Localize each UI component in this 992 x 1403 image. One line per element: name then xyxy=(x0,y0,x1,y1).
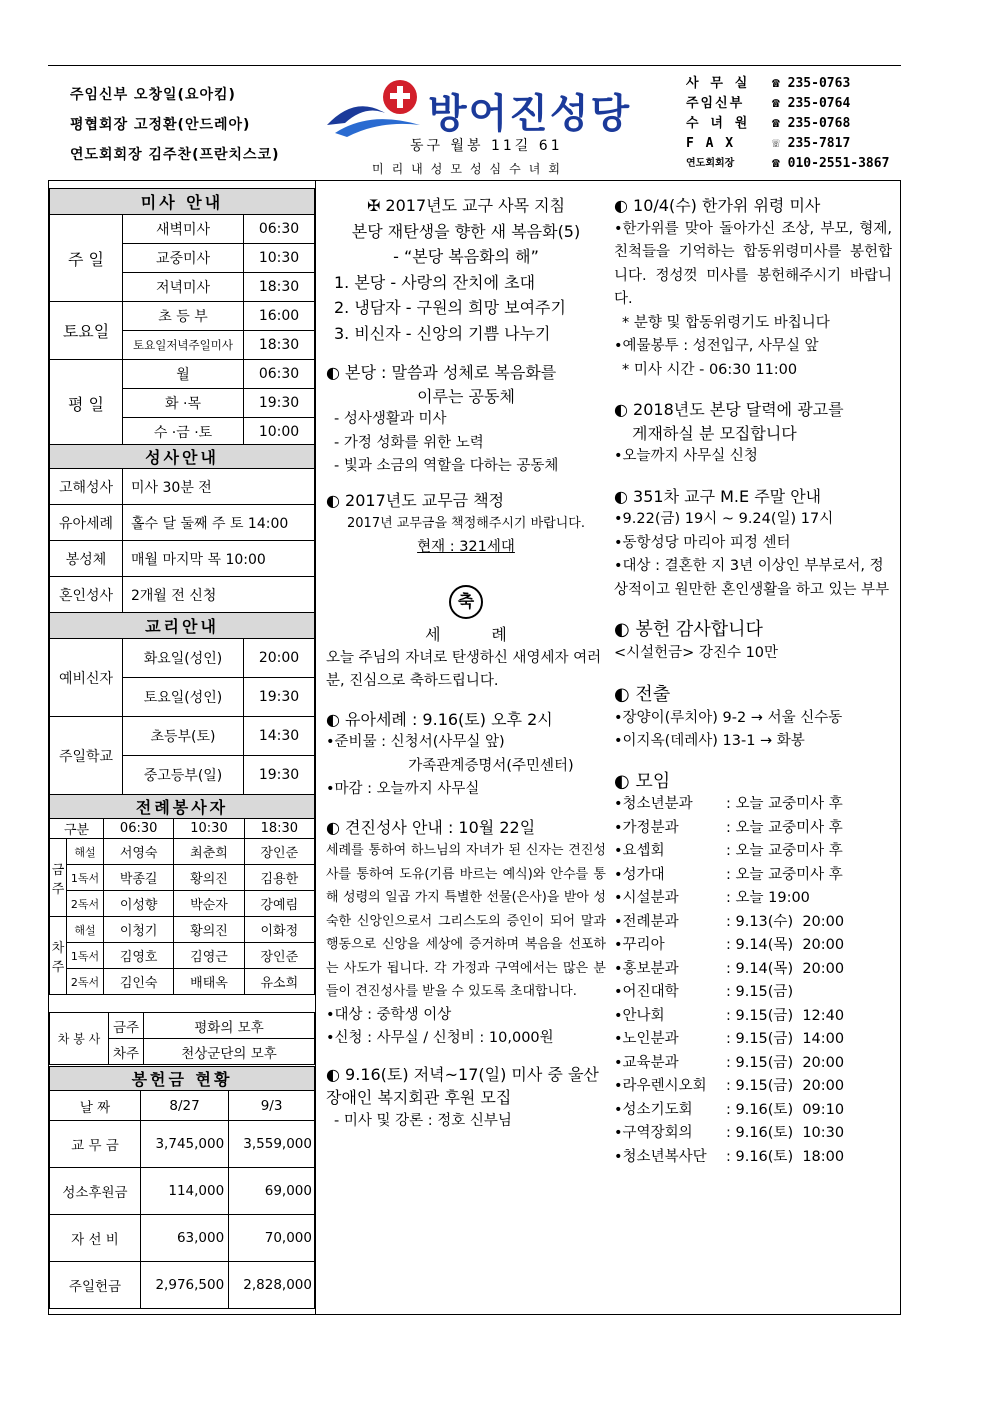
confirmation-item: •대상 : 중학생 이상 xyxy=(326,1006,452,1023)
meeting-list xyxy=(614,793,892,1169)
me-item: •대상 : 결혼한 지 3년 이상인 부부로서, 정상적이고 원만한 혼인생활을 하고 있는 부부 xyxy=(614,558,890,598)
infant-item: 가족관계증명서(주민센터) xyxy=(408,757,574,774)
mass-table: 미사 안내 주 일 새벽미사 06:30 교중미사 10:30 저녁미사 18:30 토요일 초 등 부 16:00 토요일저녁주일미사 18:30 평 일 월 06:30 화 ·목 19:30 수 ·금 ·토 10:00 xyxy=(49,188,315,447)
contact-row: 주임신부 ☎ 235-0764 xyxy=(686,96,851,111)
contact-list xyxy=(686,74,889,174)
policy-item: 1. 본당 - 사랑의 잔치에 초대 xyxy=(334,272,536,292)
infant-baptism-title: ◐ 유아세례 : 9.16(토) 오후 2시 xyxy=(326,709,553,729)
meeting-row xyxy=(614,911,892,935)
confirmation-item: •신청 : 사무실 / 신청비 : 10,000원 xyxy=(326,1030,554,1046)
confirmation-text: 세례를 통하여 하느님의 자녀가 된 신자는 견진성사를 통하여 도유(기름 바르는 예식)와 안수를 통해 성령의 일곱 가지 특별한 선물(은사)을 받아 성숙한 신앙인으로서 그리스도의 증인이 되어 말과 행동으로 신앙을 세상에 증거하며 복음을 선포하는 사도가 됩니다. 각 가정과 구역에서는 많은 분들이 견진성사를 받을 수 있도록 초대합니다. xyxy=(326,843,606,999)
meeting-time: : 오늘 교중미사 후 xyxy=(726,866,843,883)
meeting-time: : 9.13(수) 20:00 xyxy=(726,913,845,930)
meeting-time: : 9.16(토) 10:30 xyxy=(726,1125,845,1141)
parish-motto: 미리내성모성심수녀회 xyxy=(372,162,568,176)
transfer-item: •이지옥(데레사) 13-1 → 화봉 xyxy=(614,733,805,749)
meeting-time: : 오늘 교중미사 후 xyxy=(726,819,843,836)
chuseok-item: * 미사 시간 - 06:30 11:00 xyxy=(622,361,798,378)
transfer-item: •장양이(루치아) 9-2 → 서울 신수동 xyxy=(614,709,843,726)
side-divider xyxy=(315,180,316,1315)
meeting-row xyxy=(614,981,892,1005)
meeting-time: : 9.15(금) 20:00 xyxy=(726,1054,845,1071)
me-item: •동항성당 마리아 피정 센터 xyxy=(614,534,791,551)
chuseok-title: ◐ 10/4(수) 한가위 위령 미사 xyxy=(614,196,821,215)
calendar-item: •오늘까지 사무실 신청 xyxy=(614,448,758,464)
meeting-name: •성가대 xyxy=(614,866,665,883)
meeting-name: •꾸리아 xyxy=(614,937,665,953)
staff-list xyxy=(70,80,279,170)
meeting-time: : 9.15(금) 14:00 xyxy=(726,1031,845,1047)
tithe-status: 현재 : 321세대 xyxy=(417,538,515,555)
meeting-time: : 9.16(토) 18:00 xyxy=(726,1148,845,1165)
meeting-row xyxy=(614,1122,892,1146)
me-item: •9.22(금) 19시 ~ 9.24(일) 17시 xyxy=(614,511,834,527)
meeting-name: •홍보분과 xyxy=(614,960,679,977)
congrats-badge-icon: 축 xyxy=(449,585,483,619)
meeting-time: : 오늘 교중미사 후 xyxy=(726,843,843,859)
offering-table: 봉헌금 현황 날 짜 8/27 9/3 교 무 금 3,745,000 3,559,000 성소후원금 114,000 69,000 자 선 비 63,000 70,000 주일헌금 2,976,500 2,828,000 xyxy=(49,1066,315,1309)
meeting-row xyxy=(614,1146,892,1170)
middle-column: ✠ 2017년도 교구 사목 지침 본당 재탄생을 향한 새 복음화(5) - “본당 복음화의 해” 1. 본당 - 사랑의 잔치에 초대 2. 냉담자 - 구원의 희망 보여주기 3. 비신자 - 신앙의 기쁨 나누기 ◐ 본당 : 말씀과 성체로 복음화를 이루는 공동체 - 성사생활과 미사 - 가정 성화를 위한 노력 - 빛과 소금의 역할을 다하는 공동체 ◐ 2017년도 교무금 책정 2017년 교무금을 책정해주시기 바랍니다. 현재 : 321세대 축 세 례 오늘 주님의 자녀로 탄생하신 새영세자 여러분, 진심으로 축하드립니다. ◐ 유아세례 : 9.16(토) 오후 2시 •준비물 : 신청서(사무실 앞) 가족관계증명서(주민센터) •마감 : 오늘까지 사무실 ◐ 견진성사 안내 : 10월 22일 세례를 통하여 하느님의 자녀가 된 신자는 견진성사를 통하여 도유(기름 바르는 예식)와 안수를 통해 성령의 일곱 가지 특별한 선물(은사)을 받아 성숙한 신앙인으로서 그리스도의 증인이 되어 말과 행동으로 신앙을 세상에 증거하며 복음을 선포하는 사도가 됩니다. 각 가정과 구역에서는 많은 분들이 견진성사를 받을 수 있도록 초대합니다. •대상 : 중학생 이상 •신청 : 사무실 / 신청비 : 10,000원 ◐ 9.16(토) 저녁~17(일) 미사 중 울산 장애인 복지회관 후원 모집 - 미사 및 강론 : 정호 신부님 xyxy=(326,194,606,1133)
thanks-title: ◐ 봉헌 감사합니다 xyxy=(614,619,763,640)
meeting-name: •가정분과 xyxy=(614,819,679,836)
policy-subtitle: 본당 재탄생을 향한 새 복음화(5) xyxy=(351,221,581,241)
meeting-time: : 오늘 교중미사 후 xyxy=(726,796,843,812)
policy-title: ✠ 2017년도 교구 사목 지침 xyxy=(366,196,566,215)
parish-address: 동구 월봉 11길 61 xyxy=(410,138,563,154)
parish-community-item: - 빛과 소금의 역할을 다하는 공동체 xyxy=(334,458,559,474)
meeting-name: •어진대학 xyxy=(614,984,679,1000)
me-title: ◐ 351차 교구 M.E 주말 안내 xyxy=(614,486,822,506)
meeting-row xyxy=(614,1052,892,1076)
mass-title: 미사 안내 xyxy=(50,189,315,215)
meeting-row xyxy=(614,934,892,958)
contact-row: 수 녀 원 ☎ 235-0768 xyxy=(686,116,851,131)
welfare-item: - 미사 및 강론 : 정호 신부님 xyxy=(334,1112,512,1129)
contact-row: 사 무 실 ☎ 235-0763 xyxy=(686,76,851,91)
policy-year: - “본당 복음화의 해” xyxy=(393,247,539,266)
meeting-row xyxy=(614,1028,892,1052)
meeting-time: : 9.16(토) 09:10 xyxy=(726,1101,845,1118)
parish-community-item: - 가정 성화를 위한 노력 xyxy=(334,434,484,451)
meeting-name: •청소년복사단 xyxy=(614,1148,707,1165)
tithe-text: 2017년 교무금을 책정해주시기 바랍니다. xyxy=(347,516,585,531)
chuseok-item: •예물봉투 : 성전입구, 사무실 앞 xyxy=(614,338,819,354)
parish-title: 방어진성당 xyxy=(428,91,632,137)
policy-item: 2. 냉담자 - 구원의 희망 보여주기 xyxy=(334,298,566,317)
staff-council-president: 평협회장 고정환(안드레아) xyxy=(70,117,251,133)
liturgy-title: 전례봉사자 xyxy=(50,795,315,819)
parish-community-item: - 성사생활과 미사 xyxy=(334,411,447,427)
staff-yeondo-president: 연도회회장 김주찬(프란치스코) xyxy=(70,147,280,163)
transfer-title: ◐ 전출 xyxy=(614,684,671,705)
meeting-row xyxy=(614,817,892,841)
contact-row: 연도회회장 ☎ 010-2551-3867 xyxy=(686,156,890,171)
meeting-name: •시설분과 xyxy=(614,890,679,906)
parish-community-title: ◐ 본당 : 말씀과 성체로 복음화를 xyxy=(326,363,557,382)
infant-item: •마감 : 오늘까지 사무실 xyxy=(326,781,480,797)
meeting-name: •교육분과 xyxy=(614,1054,679,1071)
infant-item: •준비물 : 신청서(사무실 앞) xyxy=(326,734,505,750)
doctrine-table: 교리안내 예비신자 화요일(성인) 20:00 토요일(성인) 19:30 주일학교 초등부(토) 14:30 중고등부(일) 19:30 xyxy=(49,612,315,795)
right-column: ◐ 10/4(수) 한가위 위령 미사 •한가위를 맞아 돌아가신 조상, 부모, 형제, 친척들을 기억하는 합동위령미사를 봉헌합니다. 정성껏 미사를 봉헌해주시기 바랍니다. * 분향 및 합동위령기도 바칩니다 •예물봉투 : 성전입구, 사무실 앞 * 미사 시간 - 06:30 11:00 ◐ 2018년도 본당 달력에 광고를 게재하실 분 모집합니다 •오늘까지 사무실 신청 ◐ 351차 교구 M.E 주말 안내 •9.22(금) 19시 ~ 9.24(일) 17시 •동항성당 마리아 피정 센터 •대상 : 결혼한 지 3년 이상인 부부로서, 정상적이고 원만한 혼인생활을 하고 있는 부부 ◐ 봉헌 감사합니다 <시설헌금> 강진수 10만 ◐ 전출 •장양이(루치아) 9-2 → 서울 신수동 •이지옥(데레사) 13-1 → 화봉 ◐ 모임 •청소년분과 : 오늘 교중미사 후 •가정분과 : 오늘 교중미사 후 •요셉회 : 오늘 교중미사 후 •성가대 : 오늘 교중미사 후 •시설분과 : 오늘 19:00 •전례분과 : 9.13(수) 20:00 •꾸리아 : 9.14(목) 20:00 •홍보분과 : 9.14(목) 20:00 •어진대학 : 9.15(금) •안나회 : 9.15(금) 12:40 •노인분과 : 9.15(금) 14:00 •교육분과 : 9.15(금) 20:00 •라우렌시오회 : 9.15(금) 20:00 •성소기도회 : 9.16(토) 09:10 •구역장회의 : 9.16(토) 10:30 •청소년복사단 : 9.16(토) 18:00 xyxy=(614,194,892,1169)
meeting-time: : 9.14(목) 20:00 xyxy=(726,937,845,953)
meeting-row xyxy=(614,1075,892,1099)
meeting-row xyxy=(614,840,892,864)
doctrine-title: 교리안내 xyxy=(50,613,315,639)
staff-pastor: 주임신부 오창일(요아킴) xyxy=(70,87,236,103)
contact-row: F A X ☏ 235-7817 xyxy=(686,136,851,151)
meeting-name: •노인분과 xyxy=(614,1031,679,1047)
thanks-item: <시설헌금> 강진수 10만 xyxy=(614,644,779,661)
car-service-table: 차 봉 사 금주 평화의 모후 차주 천상군단의 모후 xyxy=(49,1012,315,1065)
welfare-title: ◐ 9.16(토) 저녁~17(일) 미사 중 울산 장애인 복지회관 후원 모집 xyxy=(326,1064,599,1107)
baptism-text: 오늘 주님의 자녀로 탄생하신 새영세자 여러분, 진심으로 축하드립니다. xyxy=(326,649,602,689)
header-top-rule xyxy=(48,65,901,66)
meeting-row xyxy=(614,958,892,982)
meeting-row xyxy=(614,1005,892,1029)
meeting-time: : 9.15(금) 20:00 xyxy=(726,1078,845,1094)
baptism-title: 세 례 xyxy=(425,625,507,644)
tithe-title: ◐ 2017년도 교무금 책정 xyxy=(326,490,505,510)
meeting-name: •청소년분과 xyxy=(614,796,693,812)
meeting-time: : 9.14(목) 20:00 xyxy=(726,960,845,977)
meeting-row xyxy=(614,793,892,817)
meeting-title: ◐ 모임 xyxy=(614,770,671,792)
chuseok-text: •한가위를 맞아 돌아가신 조상, 부모, 형제, 친척들을 기억하는 합동위령미사를 봉헌합니다. 정성껏 미사를 봉헌해주시기 바랍니다. xyxy=(614,220,892,307)
chuseok-item: * 분향 및 합동위령기도 바칩니다 xyxy=(622,314,830,331)
meeting-row xyxy=(614,864,892,888)
sacrament-table: 성사안내 고해성사 미사 30분 전 유아세례 홀수 달 둘째 주 토 14:00 봉성체 매월 마지막 목 10:00 혼인성사 2개월 전 신청 xyxy=(49,444,315,613)
meeting-time: : 9.15(금) xyxy=(726,984,794,1000)
meeting-row xyxy=(614,1099,892,1123)
meeting-name: •라우렌시오회 xyxy=(614,1078,707,1094)
offering-title: 봉헌금 현황 xyxy=(50,1067,315,1091)
meeting-name: •안나회 xyxy=(614,1007,665,1024)
meeting-time: : 9.15(금) 12:40 xyxy=(726,1007,845,1024)
meeting-name: •구역장회의 xyxy=(614,1125,693,1141)
confirmation-title: ◐ 견진성사 안내 : 10월 22일 xyxy=(326,817,536,837)
sacrament-title: 성사안내 xyxy=(50,445,315,469)
meeting-name: •요셉회 xyxy=(614,843,665,859)
meeting-name: •성소기도회 xyxy=(614,1101,693,1118)
calendar-title: ◐ 2018년도 본당 달력에 광고를 xyxy=(614,400,844,419)
policy-item: 3. 비신자 - 신앙의 기쁨 나누기 xyxy=(334,323,551,343)
meeting-time: : 오늘 19:00 xyxy=(726,890,810,906)
liturgy-table: 전례봉사자 구분 06:30 10:30 18:30 금주 해설 서영숙 최춘희 장인준 1독서 박종길 황의진 김용한 2독서 이성향 박순자 강예림 차주 해설 이청기 황의진 이화정 1독서 김영호 김영근 장인준 2독서 김인숙 배태옥 유소희 xyxy=(49,794,315,995)
meeting-name: •전례분과 xyxy=(614,913,679,930)
meeting-row xyxy=(614,887,892,911)
